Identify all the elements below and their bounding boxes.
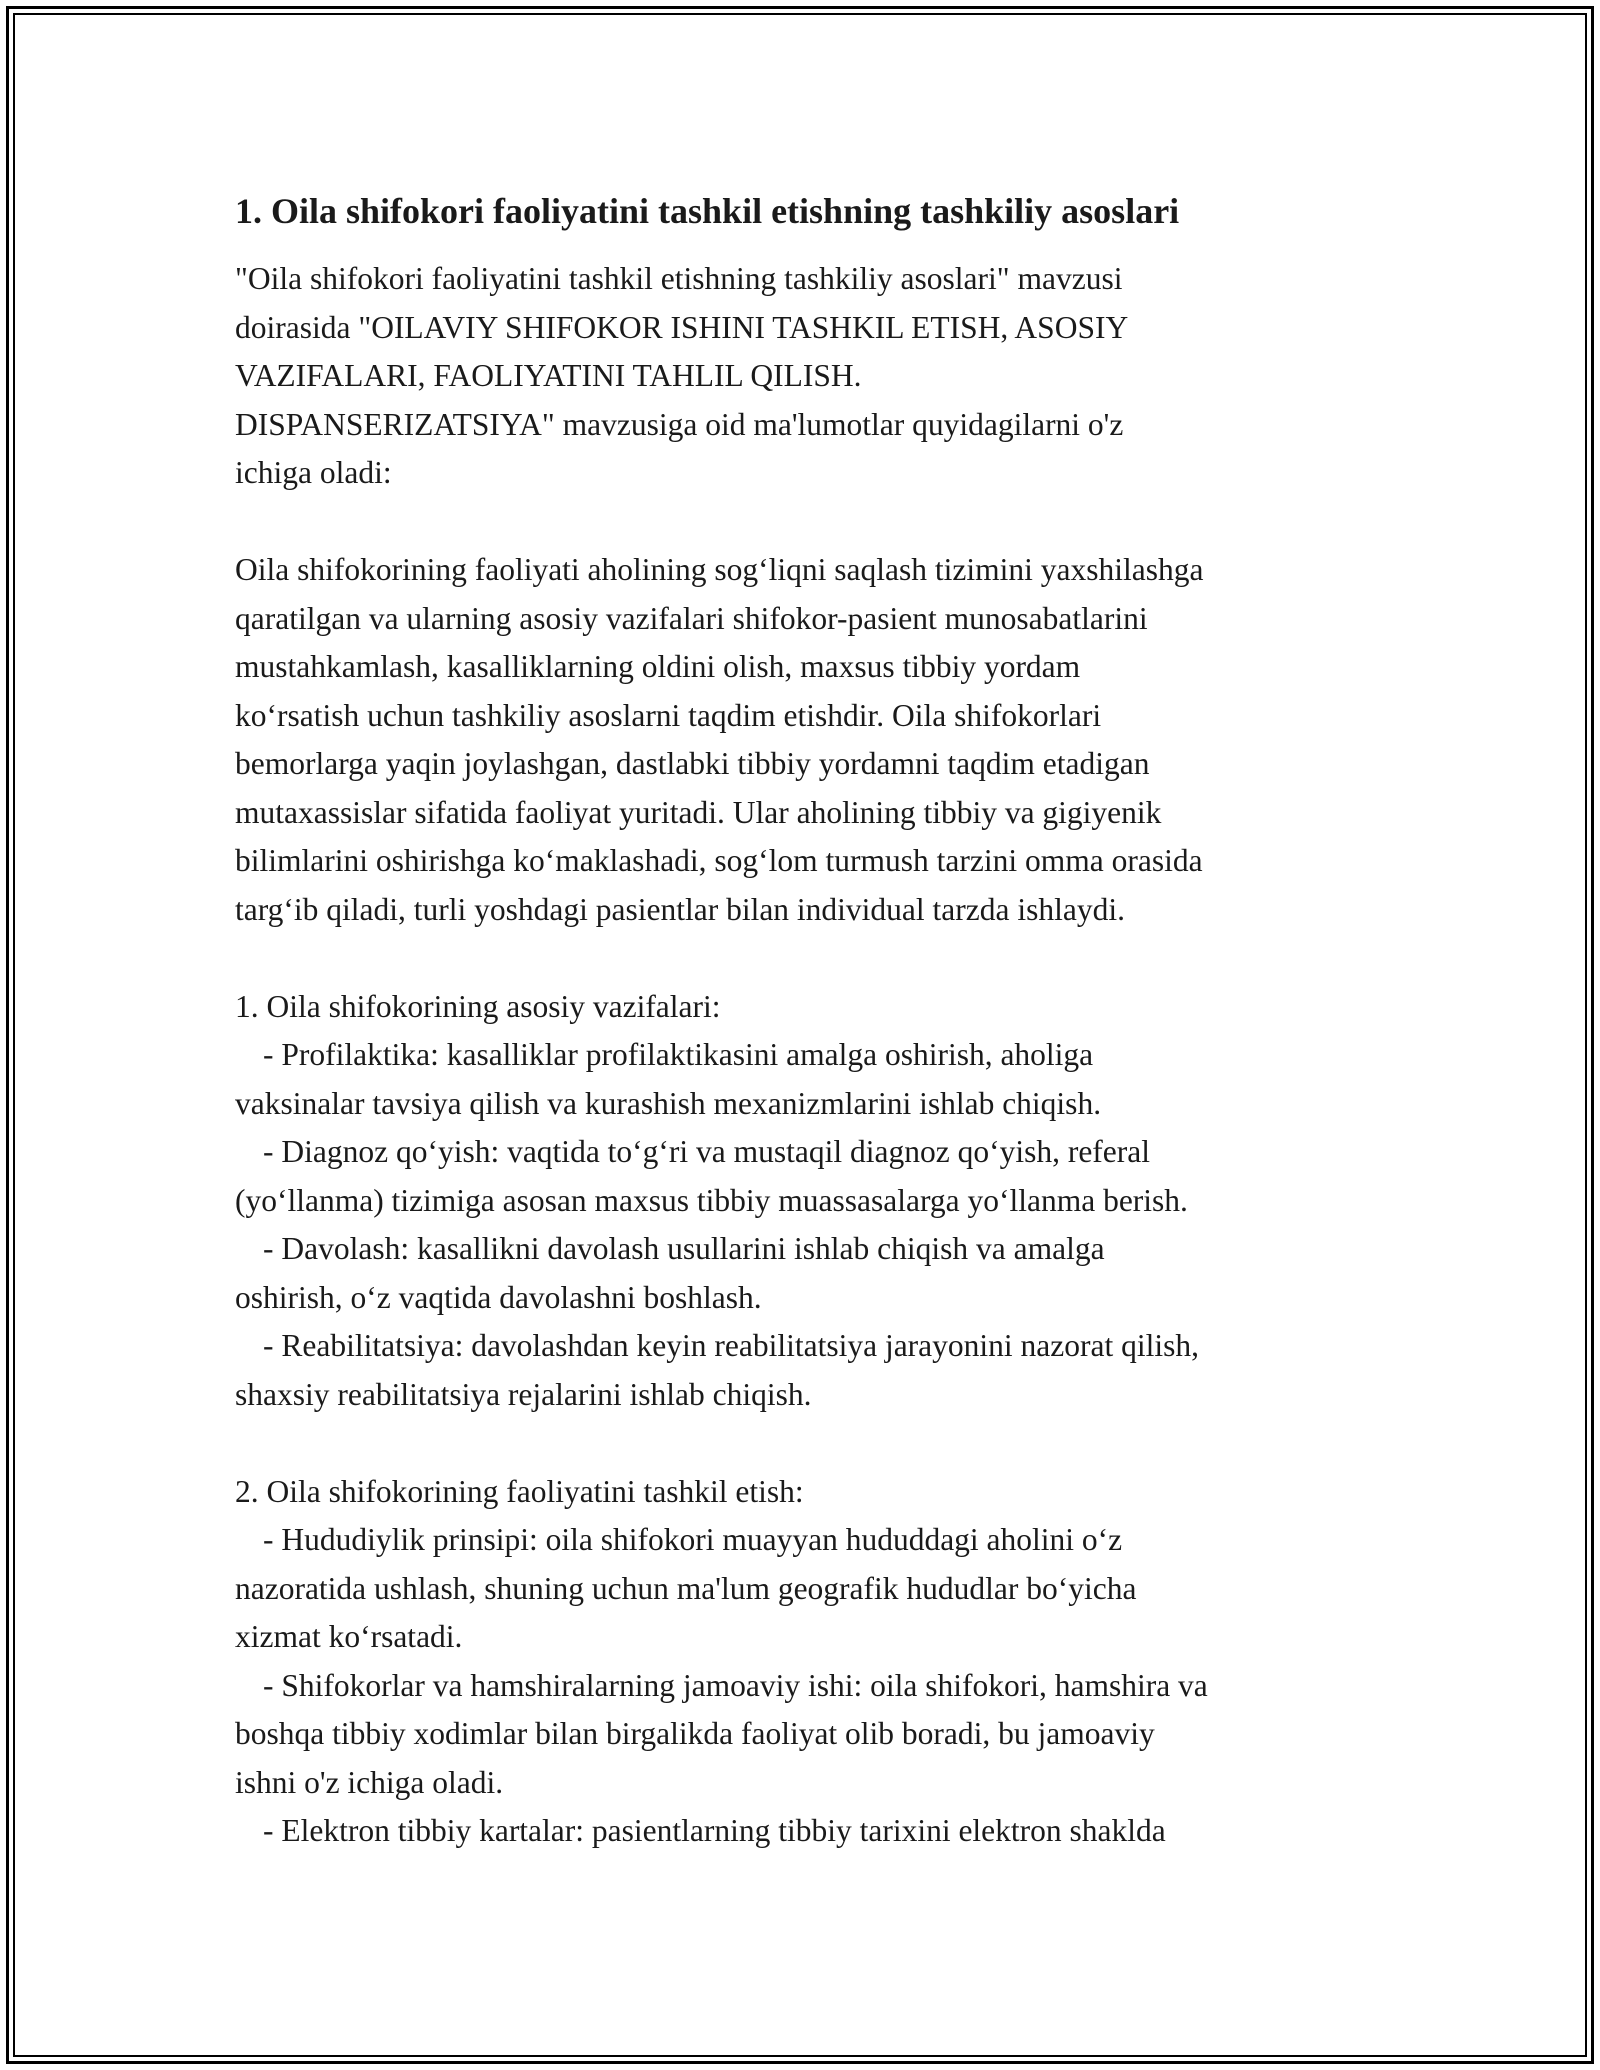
body-line: mutaxassislar sifatida faoliyat yuritadi. Ular aholining tibbiy va gigiyenik xyxy=(235,794,1162,830)
section-heading: 2. Oila shifokorining faoliyatini tashkil etish: xyxy=(235,1473,804,1509)
list-item-continuation: xizmat ko‘rsatadi. xyxy=(235,1619,463,1654)
list-item-first-line: - Elektron tibbiy kartalar: pasientlarning tibbiy tarixini elektron shaklda xyxy=(263,1813,1166,1848)
list-item-first-line: - Profilaktika: kasalliklar profilaktikasini amalga oshirish, aholiga xyxy=(263,1037,1094,1072)
list-item-continuation: nazoratida ushlash, shuning uchun ma'lum geografik hududlar bo‘yicha xyxy=(235,1570,1137,1606)
intro-line: VAZIFALARI, FAOLIYATINI TAHLIL QILISH. xyxy=(235,358,862,393)
body-line: bemorlarga yaqin joylashgan, dastlabki tibbiy yordamni taqdim etadigan xyxy=(235,746,1150,781)
body-line: targ‘ib qiladi, turli yoshdagi pasientlar bilan individual tarzda ishlaydi. xyxy=(235,891,1125,927)
paragraph-gap xyxy=(235,498,1385,547)
section-heading: 1. Oila shifokorining asosiy vazifalari: xyxy=(235,988,721,1024)
list-item-first-line: - Reabilitatsiya: davolashdan keyin reabilitatsiya jarayonini nazorat qilish, xyxy=(263,1328,1199,1363)
intro-line: doirasida "OILAVIY SHIFOKOR ISHINI TASHKIL ETISH, ASOSIY xyxy=(235,309,1129,345)
body-line: ko‘rsatish uchun tashkiliy asoslarni taqdim etishdir. Oila shifokorlari xyxy=(235,697,1102,733)
list-item-first-line: - Diagnoz qo‘yish: vaqtida to‘g‘ri va mustaqil diagnoz qo‘yish, referal xyxy=(263,1134,1150,1169)
body-line: Oila shifokorining faoliyati aholining sog‘liqni saqlash tizimini yaxshilashga xyxy=(235,552,1204,587)
paragraph-gap xyxy=(235,1419,1385,1468)
body-line: qaratilgan va ularning asosiy vazifalari shifokor-pasient munosabatlarini xyxy=(235,600,1148,636)
list-item-continuation: boshqa tibbiy xodimlar bilan birgalikda faoliyat olib boradi, bu jamoaviy xyxy=(235,1716,1155,1751)
paragraph-gap xyxy=(235,934,1385,983)
body-line: bilimlarini oshirishga ko‘maklashadi, sog‘lom turmush tarzini omma orasida xyxy=(235,843,1203,878)
list-item-continuation: vaksinalar tavsiya qilish va kurashish mexanizmlarini ishlab chiqish. xyxy=(235,1085,1102,1121)
intro-line: ichiga oladi: xyxy=(235,455,392,490)
intro-line: DISPANSERIZATSIYA" mavzusiga oid ma'lumotlar quyidagilarni o'z xyxy=(235,406,1124,442)
intro-paragraph xyxy=(235,255,1385,498)
list-item-first-line: - Shifokorlar va hamshiralarning jamoaviy ishi: oila shifokori, hamshira va xyxy=(263,1667,1208,1703)
section-2 xyxy=(235,1468,1385,1856)
document-body xyxy=(235,187,1385,1856)
list-item-first-line: - Hududiylik prinsipi: oila shifokori muayyan hududdagi aholini o‘z xyxy=(263,1522,1123,1557)
list-item-continuation: shaxsiy reabilitatsiya rejalarini ishlab chiqish. xyxy=(235,1376,812,1412)
body-paragraph xyxy=(235,546,1385,934)
list-item-first-line: - Davolash: kasallikni davolash usullarini ishlab chiqish va amalga xyxy=(263,1231,1105,1266)
list-item-continuation: (yo‘llanma) tizimiga asosan maxsus tibbiy muassasalarga yo‘llanma berish. xyxy=(235,1182,1188,1218)
document-title: 1. Oila shifokori faoliyatini tashkil etishning tashkiliy asoslari xyxy=(235,191,1180,231)
body-line: mustahkamlash, kasalliklarning oldini olish, maxsus tibbiy yordam xyxy=(235,649,1081,684)
intro-line: "Oila shifokori faoliyatini tashkil etishning tashkiliy asoslari" mavzusi xyxy=(235,261,1123,296)
list-item-continuation: oshirish, o‘z vaqtida davolashni boshlash. xyxy=(235,1279,762,1315)
section-1 xyxy=(235,983,1385,1420)
list-item-continuation: ishni o'z ichiga oladi. xyxy=(235,1764,504,1800)
